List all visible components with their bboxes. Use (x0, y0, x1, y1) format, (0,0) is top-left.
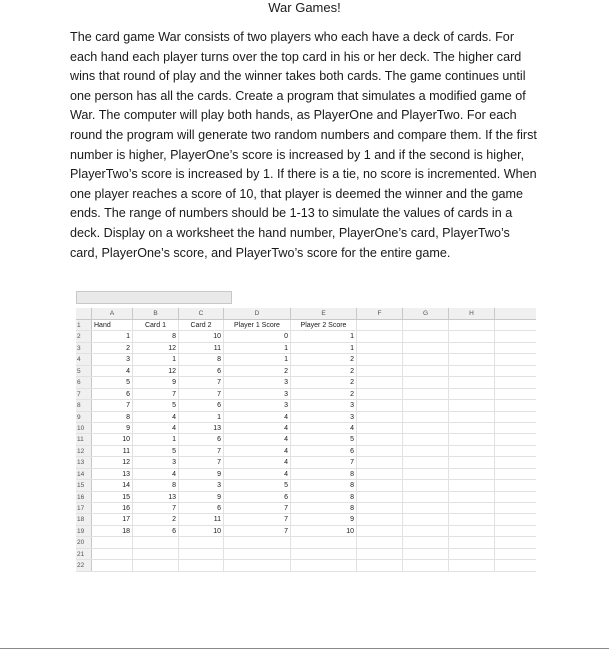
data-cell: 6 (133, 526, 179, 536)
sheet-row (76, 526, 536, 537)
data-cell (92, 560, 133, 570)
data-cell (92, 549, 133, 559)
data-cell: 8 (291, 492, 357, 502)
data-cell: 5 (291, 434, 357, 444)
header-cell: Hand (92, 320, 133, 330)
data-cell (403, 389, 449, 399)
row-number: 10 (76, 423, 92, 433)
data-cell (357, 514, 403, 524)
data-cell (449, 366, 495, 376)
data-cell: 7 (179, 377, 224, 387)
data-cell: 8 (133, 331, 179, 341)
data-cell (357, 492, 403, 502)
data-cell (357, 549, 403, 559)
data-cell: 7 (179, 446, 224, 456)
data-cell: 6 (179, 366, 224, 376)
data-cell: 4 (133, 469, 179, 479)
data-cell (449, 526, 495, 536)
row-number: 15 (76, 480, 92, 490)
sheet-row (76, 549, 536, 560)
data-cell: 6 (291, 446, 357, 456)
data-cell (357, 423, 403, 433)
sheet-row (76, 480, 536, 491)
data-cell (357, 480, 403, 490)
sheet-row (76, 469, 536, 480)
column-header-row (76, 308, 536, 320)
data-cell: 3 (291, 400, 357, 410)
data-cell (224, 560, 291, 570)
sheet-row (76, 331, 536, 342)
row-number: 22 (76, 560, 92, 570)
data-cell: 4 (224, 469, 291, 479)
data-cell: 18 (92, 526, 133, 536)
data-cell: 4 (133, 423, 179, 433)
column-letter-d: D (224, 308, 291, 319)
data-cell: 0 (224, 331, 291, 341)
data-cell: 10 (291, 526, 357, 536)
sheet-row (76, 423, 536, 434)
spreadsheet-screenshot (76, 291, 536, 600)
data-cell: 2 (133, 514, 179, 524)
sheet-row (76, 343, 536, 354)
row-number: 3 (76, 343, 92, 353)
data-cell (92, 537, 133, 547)
sheet-row (76, 389, 536, 400)
data-cell: 4 (224, 434, 291, 444)
header-cell: Player 2 Score (291, 320, 357, 330)
data-cell: 2 (291, 366, 357, 376)
row-number: 21 (76, 549, 92, 559)
data-cell: 11 (179, 343, 224, 353)
data-cell: 7 (133, 503, 179, 513)
column-letter-e: E (291, 308, 357, 319)
data-cell: 8 (133, 480, 179, 490)
data-cell (179, 560, 224, 570)
data-cell (133, 537, 179, 547)
data-cell (449, 331, 495, 341)
data-cell (449, 480, 495, 490)
sheet-row (76, 377, 536, 388)
header-cell (403, 320, 449, 330)
data-cell: 3 (291, 412, 357, 422)
data-cell: 13 (179, 423, 224, 433)
name-box (76, 291, 232, 304)
sheet-row (76, 412, 536, 423)
data-cell (449, 434, 495, 444)
data-cell (357, 377, 403, 387)
header-cell: Card 2 (179, 320, 224, 330)
data-cell: 1 (133, 354, 179, 364)
data-cell: 10 (179, 331, 224, 341)
sheet-row (76, 354, 536, 365)
data-cell: 6 (224, 492, 291, 502)
data-cell (357, 503, 403, 513)
data-cell (449, 389, 495, 399)
data-cell: 13 (133, 492, 179, 502)
data-cell: 5 (133, 446, 179, 456)
data-cell (403, 423, 449, 433)
row-number: 17 (76, 503, 92, 513)
data-cell: 5 (92, 377, 133, 387)
data-cell: 1 (291, 343, 357, 353)
column-letter-f: F (357, 308, 403, 319)
data-cell (449, 560, 495, 570)
data-cell (357, 331, 403, 341)
header-cell (449, 320, 495, 330)
data-cell (403, 434, 449, 444)
sheet-row (76, 434, 536, 445)
data-cell (357, 389, 403, 399)
data-cell: 8 (179, 354, 224, 364)
data-cell (403, 537, 449, 547)
data-cell (403, 400, 449, 410)
data-cell (449, 412, 495, 422)
row-number: 19 (76, 526, 92, 536)
data-cell (357, 343, 403, 353)
page-title: War Games! (268, 0, 341, 15)
data-cell (403, 331, 449, 341)
row-number: 12 (76, 446, 92, 456)
row-number: 18 (76, 514, 92, 524)
data-cell (403, 549, 449, 559)
row-number: 13 (76, 457, 92, 467)
data-cell (357, 469, 403, 479)
data-cell: 12 (133, 366, 179, 376)
row-number: 4 (76, 354, 92, 364)
data-cell: 4 (92, 366, 133, 376)
data-cell (403, 526, 449, 536)
data-cell (357, 446, 403, 456)
data-cell: 7 (224, 514, 291, 524)
sheet-row (76, 537, 536, 548)
data-cell (449, 377, 495, 387)
row-number: 1 (76, 320, 92, 330)
column-letter-g: G (403, 308, 449, 319)
data-cell (403, 366, 449, 376)
data-cell (449, 343, 495, 353)
page-bottom-rule (0, 648, 609, 649)
data-cell (291, 549, 357, 559)
data-cell: 3 (133, 457, 179, 467)
data-cell (403, 492, 449, 502)
data-cell: 7 (179, 389, 224, 399)
data-cell: 2 (92, 343, 133, 353)
data-cell: 8 (291, 480, 357, 490)
sheet-row (76, 560, 536, 571)
data-cell (133, 549, 179, 559)
data-cell: 3 (224, 377, 291, 387)
data-cell: 1 (291, 331, 357, 341)
data-cell: 7 (291, 457, 357, 467)
data-cell: 3 (224, 400, 291, 410)
data-cell (403, 514, 449, 524)
data-cell: 15 (92, 492, 133, 502)
data-cell: 4 (224, 412, 291, 422)
data-cell (291, 537, 357, 547)
data-cell: 9 (92, 423, 133, 433)
spreadsheet-grid (76, 308, 536, 572)
data-cell: 13 (92, 469, 133, 479)
data-cell (403, 377, 449, 387)
data-cell (449, 537, 495, 547)
data-cell: 4 (224, 423, 291, 433)
row-number: 11 (76, 434, 92, 444)
row-number: 16 (76, 492, 92, 502)
data-cell (449, 503, 495, 513)
sheet-row (76, 366, 536, 377)
data-cell: 17 (92, 514, 133, 524)
data-cell: 1 (224, 354, 291, 364)
row-number: 20 (76, 537, 92, 547)
select-all-corner (76, 308, 92, 319)
data-cell: 2 (291, 389, 357, 399)
data-cell (357, 400, 403, 410)
data-cell (224, 549, 291, 559)
data-cell (449, 549, 495, 559)
data-cell: 6 (179, 503, 224, 513)
column-letter-b: B (133, 308, 179, 319)
data-cell: 12 (92, 457, 133, 467)
data-cell (449, 446, 495, 456)
data-cell: 3 (92, 354, 133, 364)
data-cell: 5 (224, 480, 291, 490)
data-cell (224, 537, 291, 547)
data-cell: 12 (133, 343, 179, 353)
assignment-paragraph: The card game War consists of two players who each have a deck of cards. For each hand each player turns over the top card in his or her deck. The higher card wins that round of play and the winner takes both cards. The game continues until one person has all the cards. Create a program that simulates a modified game of War. The computer will play both hands, as PlayerOne and PlayerTwo. For each round the program will generate two random numbers and compare them. If the first number is higher, PlayerOne’s score is increased by 1 and if the second is higher, PlayerTwo’s score is increased by 1. If there is a tie, no score is incremented. When one player reaches a score of 10, that player is deemed the winner and the game ends. The range of numbers should be 1-13 to simulate the values of cards in a deck. Display on a worksheet the hand number, PlayerOne’s card, PlayerTwo’s card, PlayerOne’s score, and PlayerTwo’s score for the entire game. (70, 30, 537, 260)
data-cell: 1 (179, 412, 224, 422)
sheet-row (76, 446, 536, 457)
data-cell: 6 (92, 389, 133, 399)
sheet-row (76, 320, 536, 331)
data-cell: 2 (224, 366, 291, 376)
data-cell (403, 457, 449, 467)
row-number: 7 (76, 389, 92, 399)
data-cell: 9 (291, 514, 357, 524)
data-cell: 9 (179, 469, 224, 479)
data-cell (357, 537, 403, 547)
data-cell: 7 (224, 526, 291, 536)
column-letter-c: C (179, 308, 224, 319)
data-cell (403, 446, 449, 456)
data-cell (449, 514, 495, 524)
data-cell (357, 412, 403, 422)
data-cell (133, 560, 179, 570)
data-cell: 11 (92, 446, 133, 456)
data-cell (357, 457, 403, 467)
data-cell (403, 480, 449, 490)
data-cell: 8 (92, 412, 133, 422)
header-cell (357, 320, 403, 330)
row-number: 8 (76, 400, 92, 410)
data-cell (179, 549, 224, 559)
data-cell (403, 343, 449, 353)
data-cell (357, 526, 403, 536)
data-cell: 4 (291, 423, 357, 433)
data-cell: 4 (133, 412, 179, 422)
sheet-row (76, 514, 536, 525)
data-cell: 14 (92, 480, 133, 490)
data-cell: 7 (224, 503, 291, 513)
sheet-row (76, 503, 536, 514)
data-cell (357, 560, 403, 570)
data-cell (357, 434, 403, 444)
row-number: 9 (76, 412, 92, 422)
row-number: 2 (76, 331, 92, 341)
data-cell: 9 (179, 492, 224, 502)
data-cell (449, 492, 495, 502)
data-cell: 3 (179, 480, 224, 490)
sheet-row (76, 457, 536, 468)
data-cell: 8 (291, 503, 357, 513)
data-cell (449, 469, 495, 479)
row-number: 5 (76, 366, 92, 376)
data-cell: 2 (291, 377, 357, 387)
data-cell (403, 354, 449, 364)
data-cell (179, 537, 224, 547)
column-letter-a: A (92, 308, 133, 319)
data-cell (403, 560, 449, 570)
data-cell (449, 400, 495, 410)
sheet-row (76, 400, 536, 411)
data-cell: 6 (179, 434, 224, 444)
column-letter-h: H (449, 308, 495, 319)
data-cell (449, 354, 495, 364)
row-number: 14 (76, 469, 92, 479)
data-cell: 8 (291, 469, 357, 479)
data-cell: 10 (92, 434, 133, 444)
data-cell (291, 560, 357, 570)
data-cell (403, 469, 449, 479)
data-cell: 6 (179, 400, 224, 410)
data-cell: 5 (133, 400, 179, 410)
data-cell: 3 (224, 389, 291, 399)
data-cell: 4 (224, 457, 291, 467)
row-number: 6 (76, 377, 92, 387)
sheet-row (76, 492, 536, 503)
header-cell: Card 1 (133, 320, 179, 330)
data-cell: 7 (179, 457, 224, 467)
data-cell: 7 (133, 389, 179, 399)
data-cell: 7 (92, 400, 133, 410)
data-cell (403, 503, 449, 513)
data-cell: 11 (179, 514, 224, 524)
data-cell (357, 366, 403, 376)
data-cell (449, 423, 495, 433)
header-cell: Player 1 Score (224, 320, 291, 330)
data-cell: 2 (291, 354, 357, 364)
data-cell (449, 457, 495, 467)
data-cell: 1 (133, 434, 179, 444)
data-cell: 10 (179, 526, 224, 536)
data-cell (403, 412, 449, 422)
data-cell: 9 (133, 377, 179, 387)
data-cell: 1 (224, 343, 291, 353)
data-cell: 1 (92, 331, 133, 341)
data-cell: 4 (224, 446, 291, 456)
data-cell (357, 354, 403, 364)
data-cell: 16 (92, 503, 133, 513)
